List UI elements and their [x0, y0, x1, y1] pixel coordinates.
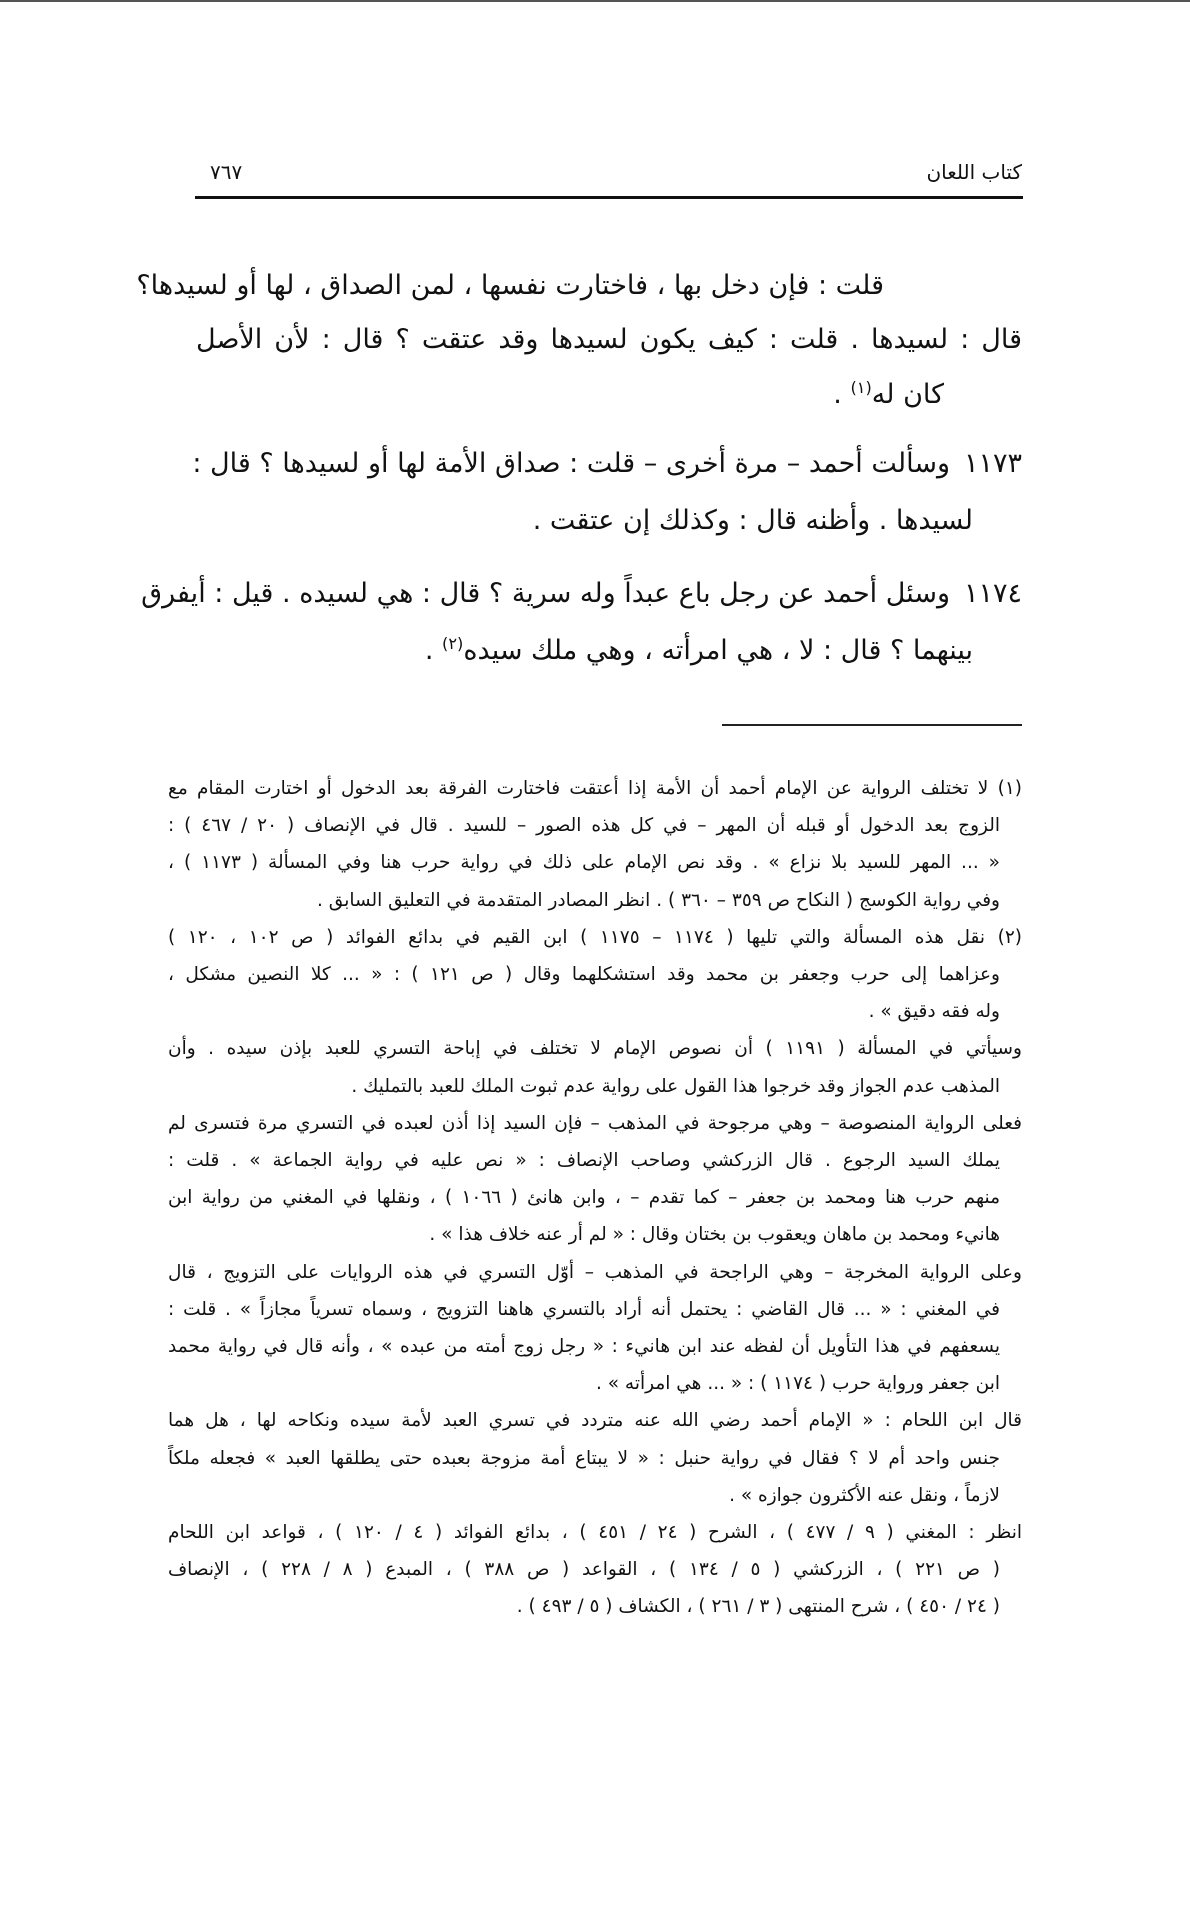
main-text: .: [833, 379, 851, 410]
footnote-1-start: (١) لا تختلف الرواية عن الإمام أحمد أن الأمة إذا أعتقت فاختارت الفرقة بعد الدخول أو اختارت المقام مع: [168, 778, 1022, 799]
footnote-line: منهم حرب هنا ومحمد بن جعفر – كما تقدم – ، وابن هانئ ( ١٠٦٦ ) ، ونقلها في المغني من رواية ابن: [168, 1187, 1000, 1209]
footnote-line: الزوج بعد الدخول أو قبله أن المهر – في كل هذه الصور – للسيد . قال في الإنصاف ( ٢٠ / ٤٦٧ ) :: [168, 815, 1000, 837]
footnote-ref-1[interactable]: (١): [850, 378, 872, 397]
footnote-line: ابن جعفر ورواية حرب ( ١١٧٤ ) : « ... هي امرأته » .: [595, 1373, 1000, 1395]
main-line: [833, 378, 944, 410]
footnote-line: لازماً ، ونقل عنه الأكثرون جوازه » .: [729, 1484, 1000, 1506]
footnote-line: وله فقه دقيق » .: [868, 1001, 1000, 1023]
footnote-line: جنس واحد أم لا ؟ فقال في رواية حنبل : « لا يبتاع أمة مزوجة بعبده حتى يطلقها العبد » فجعله ملكاً: [168, 1447, 1000, 1469]
footnote-line: في المغني : « ... قال القاضي : يحتمل أنه أراد بالتسري هاهنا التزويج ، وسماه تسرياً مجازاً » . قلت :: [168, 1298, 1000, 1320]
page-number: ٧٦٧: [210, 160, 243, 184]
footnote-line: ( ٢٤ / ٤٥٠ ) ، شرح المنتهى ( ٣ / ٢٦١ ) ، الكشاف ( ٥ / ٤٩٣ ) .: [516, 1596, 1000, 1618]
question-number: ١١٧٤: [963, 578, 1022, 609]
footnote-line: يملك السيد الرجوع . قال الزركشي وصاحب الإنصاف : « نص عليه في رواية الجماعة » . قلت :: [168, 1150, 1000, 1171]
footnote-line: المذهب عدم الجواز وقد خرجوا هذا القول على رواية عدم ثبوت الملك للعبد بالتمليك .: [351, 1075, 1000, 1097]
footnote-line: انظر : المغني ( ٩ / ٤٧٧ ) ، الشرح ( ٢٤ / ٤٥١ ) ، بدائع الفوائد ( ٤ / ١٢٠ ) ، قواعد ابن اللحام: [168, 1522, 1022, 1543]
footnote-line: وعلى الرواية المخرجة – وهي الراجحة في المذهب – أوّل التسري في هذه الروايات على التزويج ، قال: [168, 1261, 1022, 1283]
footnote-ref-2[interactable]: (٢): [442, 634, 464, 653]
main-line: لسيدها . وأظنه قال : وكذلك إن عتقت .: [532, 505, 973, 536]
footnote-line: قال ابن اللحام : « الإمام أحمد رضي الله عنه متردد في تسري العبد لأمة سيده ونكاحه لها ، هل هما: [168, 1410, 1022, 1432]
footnote-line: يسعفهم في هذا التأويل أن لفظه عند ابن هانيء : « رجل زوج أمته من عبده » ، وأنه قال في رواية محمد: [168, 1336, 1000, 1357]
footnote-line: هانيء ومحمد بن ماهان ويعقوب بن بختان وقال : « لم أر عنه خلاف هذا » .: [429, 1224, 1000, 1246]
footnote-line: وسيأتي في المسألة ( ١١٩١ ) أن نصوص الإمام لا تختلف في إباحة التسري للعبد بإذن سيده . وأن: [168, 1038, 1022, 1060]
main-text: كان له: [871, 379, 944, 410]
main-line: وسألت أحمد – مرة أخرى – قلت : صداق الأمة لها أو لسيدها ؟ قال :: [192, 448, 950, 479]
question-number: ١١٧٣: [963, 448, 1022, 479]
footnote-2-start: (٢) نقل هذه المسألة والتي تليها ( ١١٧٤ – ١١٧٥ ) ابن القيم في بدائع الفوائد ( ص ١٠٢ ، ١٢٠ ): [168, 926, 1022, 948]
footnote-line: وعزاهما إلى حرب وجعفر بن محمد وقد استشكلهما وقال ( ص ١٢١ ) : « ... كلا النصين مشكل ،: [168, 964, 1000, 985]
footnote-line: فعلى الرواية المنصوصة – وهي مرجوحة في المذهب – فإن السيد إذا أذن لعبده في التسري مرة فتسرى لم: [168, 1112, 1022, 1134]
main-line: [425, 634, 973, 666]
main-line: قال : لسيدها . قلت : كيف يكون لسيدها وقد عتقت ؟ قال : لأن الأصل: [196, 324, 1022, 355]
main-line: وسئل أحمد عن رجل باع عبداً وله سرية ؟ قال : هي لسيده . قيل : أيفرق: [141, 578, 950, 609]
main-line: قلت : فإن دخل بها ، فاختارت نفسها ، لمن الصداق ، لها أو لسيدها؟: [136, 270, 884, 301]
footnote-line: ( ص ٢٢١ ) ، الزركشي ( ٥ / ١٣٤ ) ، القواعد ( ص ٣٨٨ ) ، المبدع ( ٨ / ٢٢٨ ) ، الإنصاف: [168, 1559, 1000, 1581]
main-text: بينهما ؟ قال : لا ، هي امرأته ، وهي ملك سيده: [463, 635, 973, 666]
running-header-title: كتاب اللعان: [926, 160, 1022, 184]
footnote-line: وفي رواية الكوسج ( النكاح ص ٣٥٩ – ٣٦٠ ) . انظر المصادر المتقدمة في التعليق السابق .: [317, 889, 1000, 911]
footnote-separator: [722, 724, 1022, 726]
page-top-border: [0, 0, 1190, 2]
header-rule: [195, 196, 1023, 199]
main-text: .: [424, 635, 443, 666]
footnote-line: « ... المهر للسيد بلا نزاع » . وقد نص الإمام على ذلك في رواية حرب هنا وفي المسألة ( ١١٧٣ ) ،: [168, 852, 1000, 874]
